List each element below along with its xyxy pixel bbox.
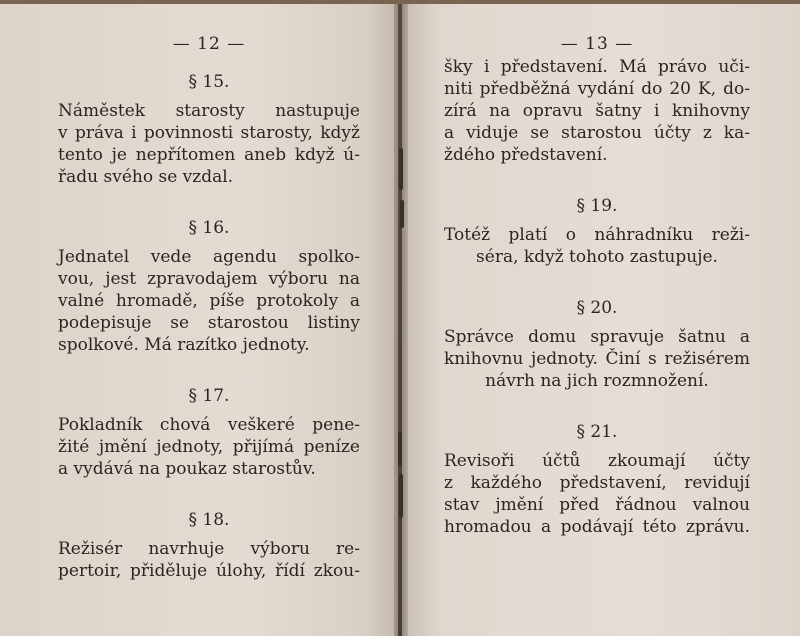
text-line: séra, když tohoto zastupuje. [476,247,718,267]
text-line: knihovnu jednoty. Činí s režisérem [444,349,750,369]
text-line: Totéž platí o náhradníku reži- [444,225,750,245]
section [444,196,750,268]
text-line: tento je nepřítomen aneb když ú- [58,145,360,165]
text-line: ždého představení. [444,145,608,165]
section-text [58,538,360,582]
staple-icon [399,148,403,190]
text-line: podepisuje se starostou listiny [58,313,360,333]
section-heading: § 18. [188,510,230,530]
continuation-text [444,56,750,166]
section [58,386,360,480]
section [58,218,360,356]
text-line: a viduje se starostou účty z ka- [444,123,750,143]
section-text [444,224,750,268]
staple-icon [400,200,404,228]
text-line: Revisoři účtů zkoumají účty [444,451,750,471]
section-heading: § 21. [576,422,618,442]
text-line: pertoir, přiděluje úlohy, řídí zkou- [58,561,360,581]
text-line: Jednatel vede agendu spolko- [58,247,360,267]
left-page [0,4,398,636]
text-line: stav jmění před řádnou valnou [444,495,750,515]
text-line: žité jmění jednoty, přijímá peníze [58,437,360,457]
section [444,298,750,392]
section-heading: § 15. [188,72,230,92]
text-line: hromadou a podávají této zprávu. [444,517,750,537]
staple-icon [398,432,402,466]
section-text [58,100,360,188]
staple-icon [399,474,403,518]
text-line: niti předběžná vydání do 20 K, do- [444,79,750,99]
section-text [58,246,360,356]
section-text [444,326,750,392]
text-line: Náměstek starosty nastupuje [58,101,360,121]
text-line: v práva i povinnosti starosty, když [58,123,360,143]
section [58,72,360,188]
text-line: spolkové. Má razítko jednoty. [58,335,310,355]
section-heading: § 20. [576,298,618,318]
page-number: — 12 — [172,34,246,54]
text-line: návrh na jich rozmnožení. [485,371,709,391]
text-line: vou, jest zpravodajem výboru na [58,269,360,289]
text-line: z každého představení, revidují [444,473,750,493]
section [58,510,360,582]
section-text [58,414,360,480]
text-line: Režisér navrhuje výboru re- [58,539,360,559]
text-line: zírá na opravu šatny i knihovny [444,101,750,121]
text-line: Správce domu spravuje šatnu a [444,327,750,347]
text-line: šky i představení. Má právo uči- [444,57,750,77]
section-heading: § 19. [576,196,618,216]
section [444,422,750,538]
section-heading: § 16. [188,218,230,238]
text-line: řadu svého se vzdal. [58,167,234,187]
section-heading: § 17. [188,386,230,406]
text-line: valné hromadě, píše protokoly a [58,291,360,311]
text-line: a vydává na poukaz starostův. [58,459,316,479]
section-text [444,450,750,538]
page-number: — 13 — [560,34,634,54]
text-line: Pokladník chová veškeré pene- [58,415,360,435]
right-page [402,4,800,636]
book-gutter [394,4,408,636]
